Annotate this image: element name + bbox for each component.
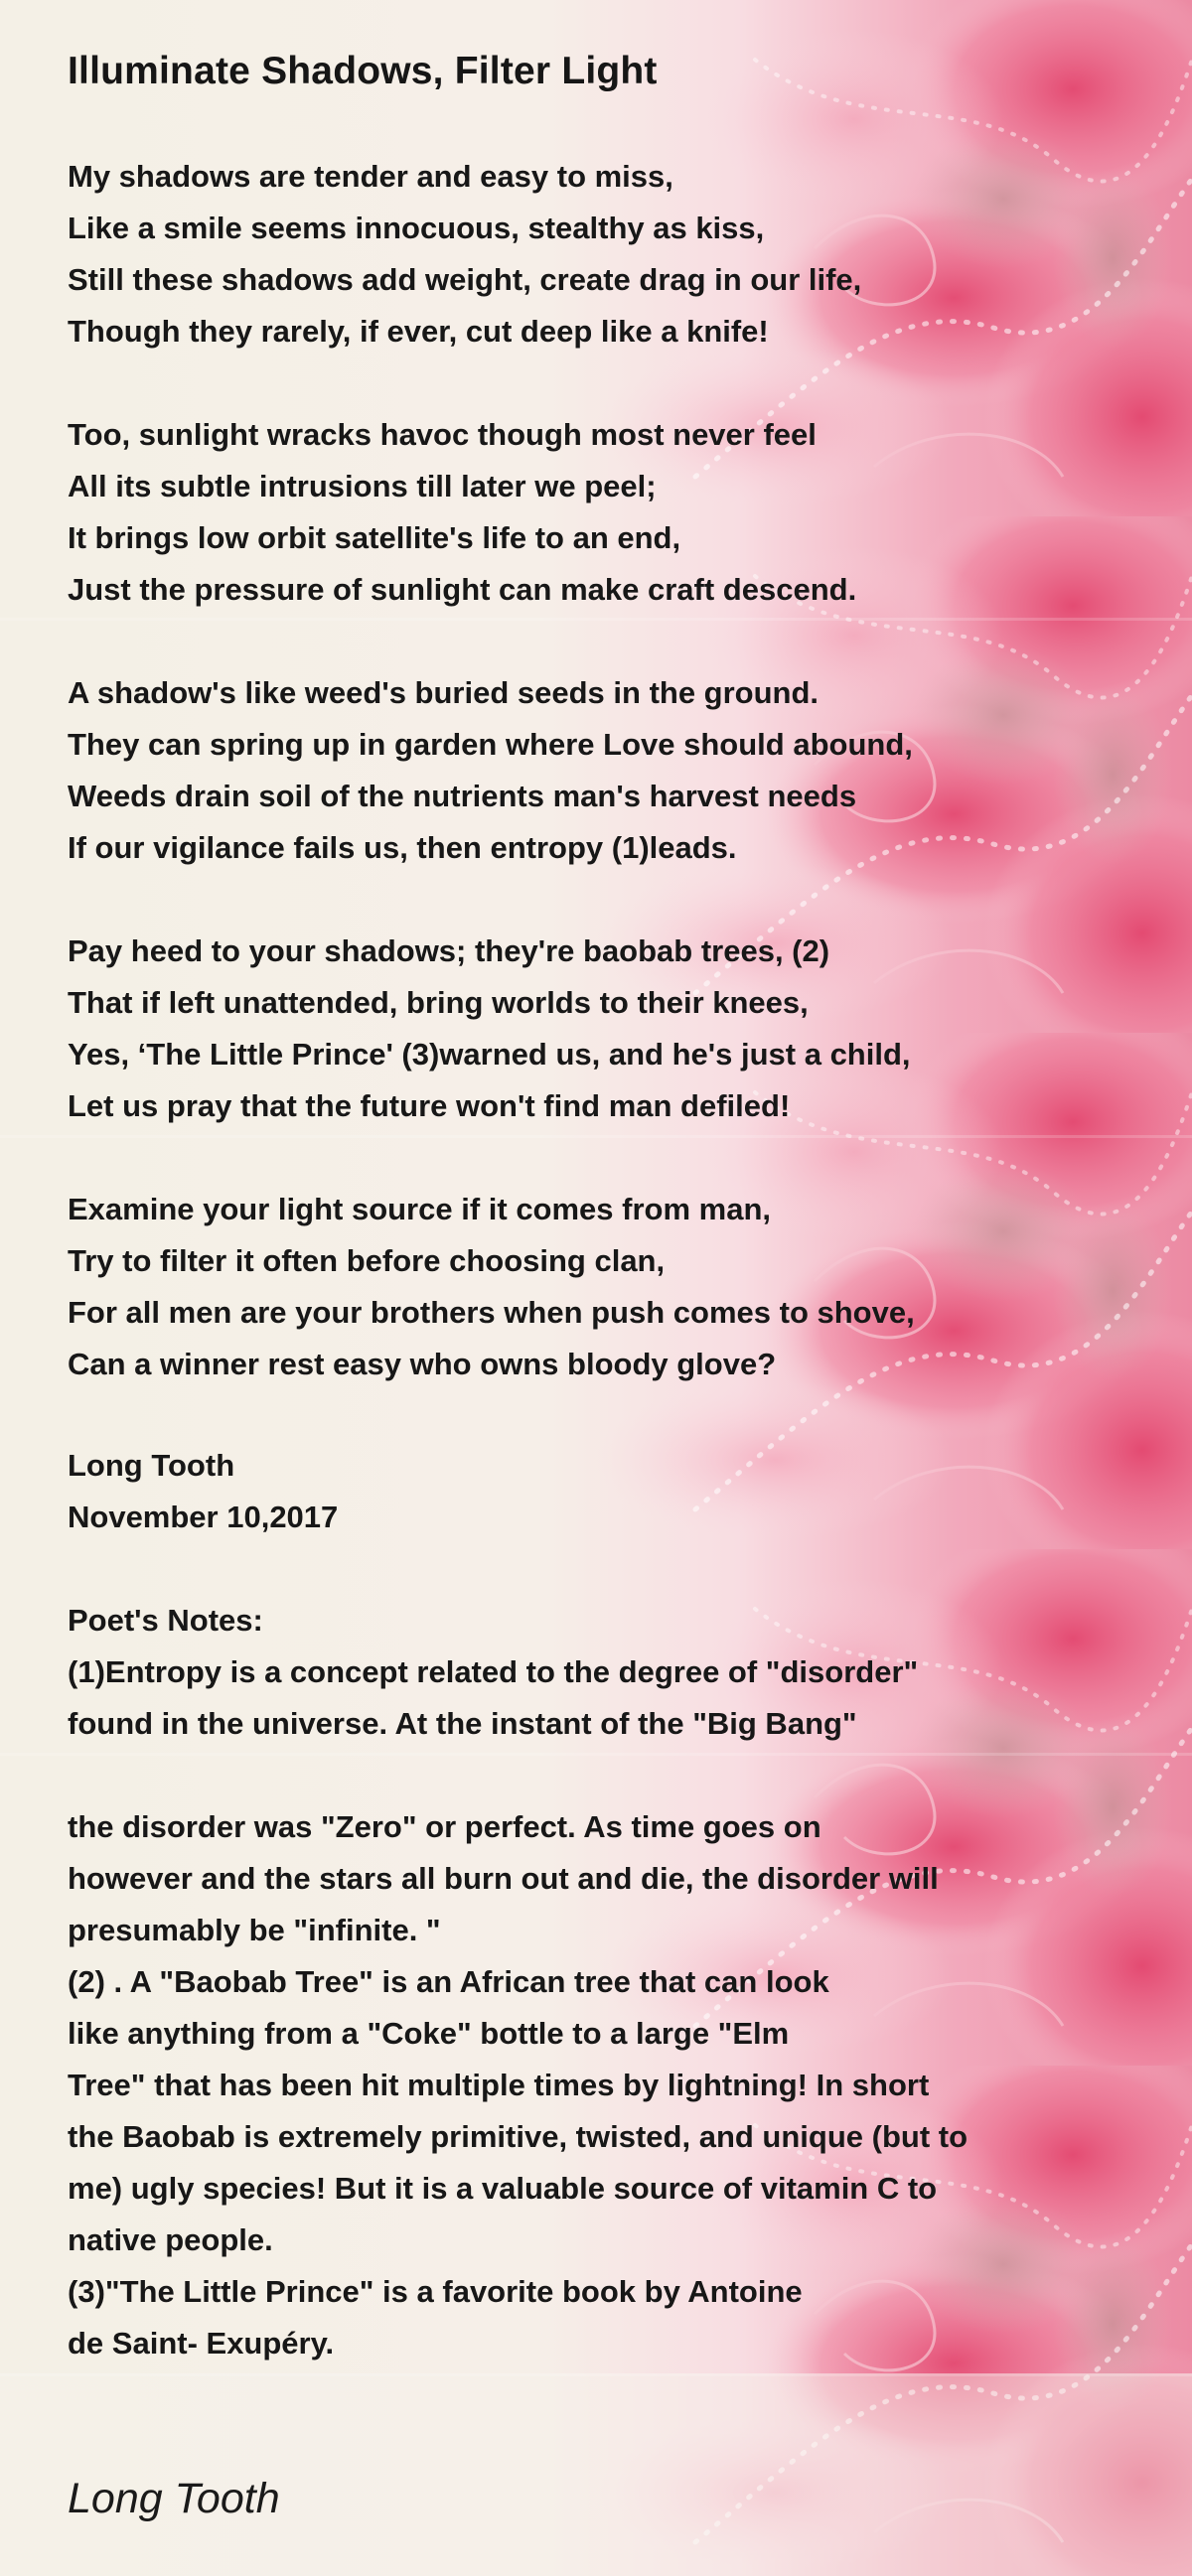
note-line: the Baobab is extremely primitive, twisted, and unique (but to [68, 2119, 968, 2154]
note-line: native people. [68, 2222, 273, 2257]
stanza-2 [68, 409, 856, 616]
note-line: presumably be "infinite. " [68, 1913, 441, 1947]
poem-line: Though they rarely, if ever, cut deep like a knife! [68, 314, 769, 349]
poem-line: Let us pray that the future won't find man defiled! [68, 1088, 791, 1123]
poem-line: Like a smile seems innocuous, stealthy as kiss, [68, 211, 765, 245]
poets-notes-continued [68, 1801, 968, 2369]
poem-line: Weeds drain soil of the nutrients man's harvest needs [68, 779, 857, 813]
note-line: de Saint- Exupéry. [68, 2326, 335, 2361]
poets-notes [68, 1595, 918, 1750]
poem-line: A shadow's like weed's buried seeds in the ground. [68, 675, 820, 710]
stanza-5 [68, 1184, 915, 1390]
note-line: (3)"The Little Prince" is a favorite book by Antoine [68, 2274, 803, 2309]
poem-line: They can spring up in garden where Love should abound, [68, 727, 913, 762]
poem-line: My shadows are tender and easy to miss, [68, 159, 673, 194]
stanza-3 [68, 667, 913, 874]
poem-title: Illuminate Shadows, Filter Light [68, 50, 658, 92]
note-line: however and the stars all burn out and die, the disorder will [68, 1861, 939, 1896]
poem-line: Yes, ‘The Little Prince' (3)warned us, and he's just a child, [68, 1037, 911, 1072]
poem-line: Try to filter it often before choosing clan, [68, 1243, 666, 1278]
stanza-4 [68, 926, 911, 1132]
poem-line: For all men are your brothers when push comes to shove, [68, 1295, 915, 1330]
note-line: found in the universe. At the instant of the "Big Bang" [68, 1706, 857, 1741]
note-line: (1)Entropy is a concept related to the degree of "disorder" [68, 1654, 919, 1689]
poem-line: If our vigilance fails us, then entropy (1)leads. [68, 830, 737, 865]
poem-line: Can a winner rest easy who owns bloody glove? [68, 1347, 777, 1381]
author-signature: Long Tooth [68, 2475, 280, 2522]
author-name: Long Tooth [68, 1448, 235, 1483]
poem-line: Pay heed to your shadows; they're baobab trees, (2) [68, 933, 830, 968]
poem-line: It brings low orbit satellite's life to an end, [68, 520, 681, 555]
notes-heading: Poet's Notes: [68, 1603, 263, 1638]
note-line: (2) . A "Baobab Tree" is an African tree that can look [68, 1964, 829, 1999]
author-date-block [68, 1440, 338, 1543]
stanza-1 [68, 151, 861, 358]
poem-line: Still these shadows add weight, create drag in our life, [68, 262, 862, 297]
note-line: the disorder was "Zero" or perfect. As time goes on [68, 1809, 821, 1844]
poem-line: Examine your light source if it comes from man, [68, 1192, 772, 1226]
note-line: Tree" that has been hit multiple times by lightning! In short [68, 2068, 930, 2102]
poem-line: That if left unattended, bring worlds to their knees, [68, 985, 809, 1020]
poem-line: Just the pressure of sunlight can make craft descend. [68, 572, 857, 607]
poem-date: November 10,2017 [68, 1500, 339, 1534]
poem-line: All its subtle intrusions till later we peel; [68, 469, 657, 503]
note-line: me) ugly species! But it is a valuable source of vitamin C to [68, 2171, 938, 2206]
note-line: like anything from a "Coke" bottle to a large "Elm [68, 2016, 790, 2051]
poem-line: Too, sunlight wracks havoc though most never feel [68, 417, 817, 452]
